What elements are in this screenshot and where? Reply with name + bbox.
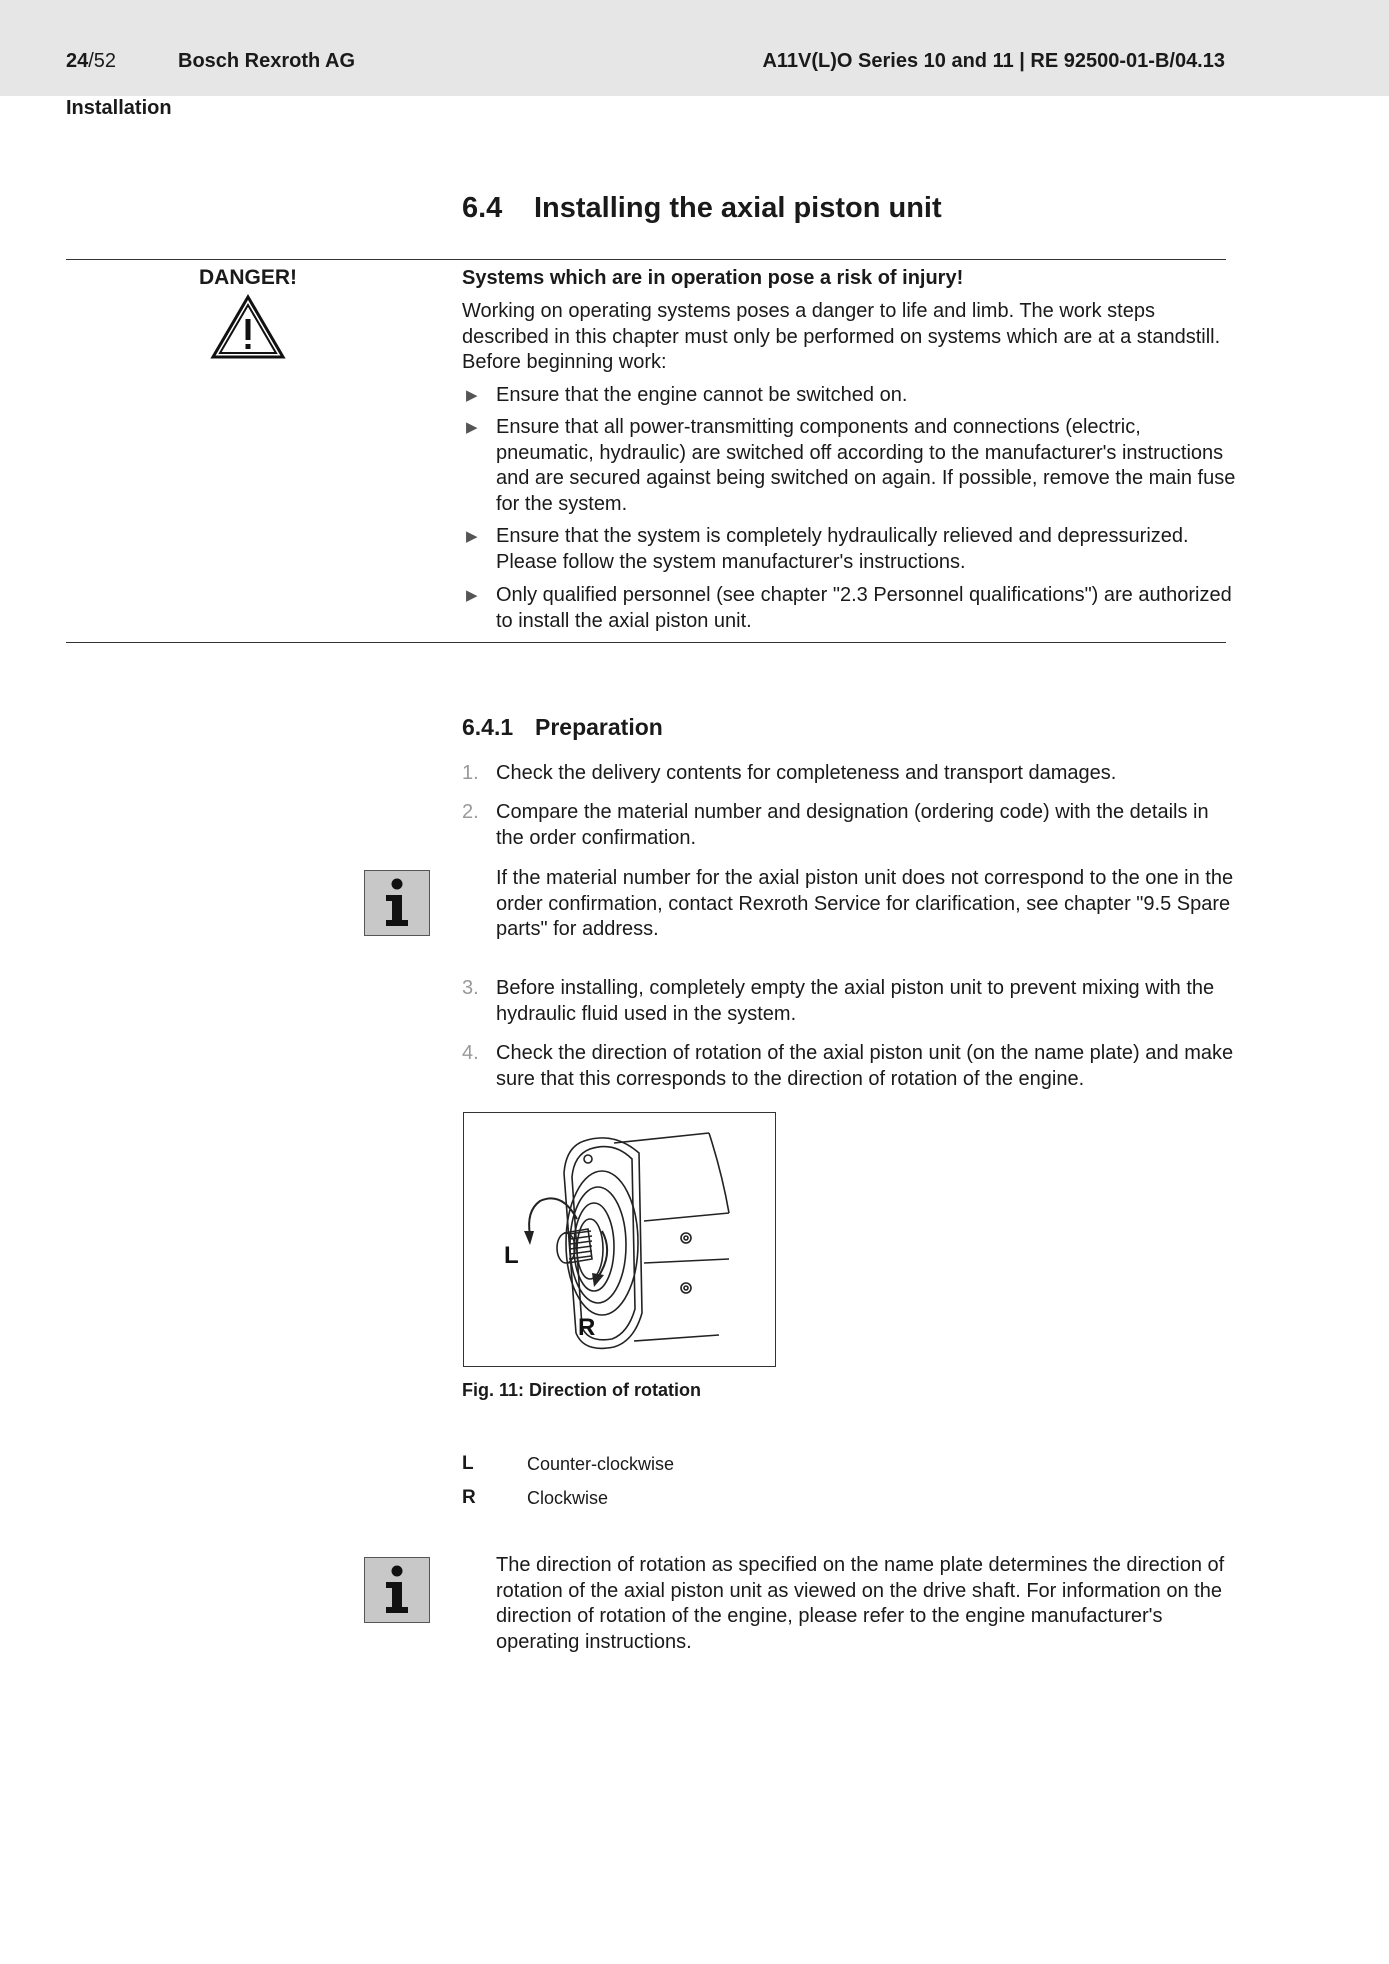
section-number: 6.4 <box>462 192 503 224</box>
step-number: 2. <box>462 801 479 823</box>
legend-key: R <box>462 1487 476 1508</box>
danger-headline: Systems which are in operation pose a risk of injury! <box>462 267 964 289</box>
legend-value: Counter-clockwise <box>527 1454 675 1474</box>
step-text: Check the delivery contents for completeness and transport damages. <box>496 762 1117 784</box>
section-heading <box>462 192 942 225</box>
legend-value: Clockwise <box>527 1488 609 1508</box>
danger-bullet-text: Only qualified personnel (see chapter "2.3 Personnel qualifications") are authorized to install the axial piston unit. <box>496 584 1232 632</box>
section-label: Installation <box>66 97 172 119</box>
info-icon <box>364 1557 430 1623</box>
subsection-heading <box>462 714 663 741</box>
rotation-figure <box>463 1112 776 1367</box>
danger-bullet-text: Ensure that the system is completely hydraulically relieved and depressurized. Please follow the system manufacturer's instructions. <box>496 525 1189 573</box>
danger-label: DANGER! <box>199 266 297 289</box>
danger-intro: Working on operating systems poses a danger to life and limb. The work steps described in this chapter must only be performed on systems which are at a standstill. Before beginning work: <box>462 300 1221 373</box>
figure-caption: Fig. 11: Direction of rotation <box>462 1380 702 1400</box>
danger-bullet-text: Ensure that the engine cannot be switched on. <box>496 384 908 406</box>
company-name: Bosch Rexroth AG <box>178 50 356 72</box>
page-current: 24 <box>66 50 89 72</box>
step-number: 4. <box>462 1042 479 1064</box>
step-text: Compare the material number and designation (ordering code) with the details in the order confirmation. <box>496 801 1209 849</box>
step-number: 3. <box>462 977 479 999</box>
page-total: /52 <box>88 50 117 72</box>
danger-bullet-text: Ensure that all power-transmitting components and connections (electric, pneumatic, hydraulic) are switched off according to the manufacturer's instructions and are secured against being switched on again. If possible, remove the main fuse for the system. <box>496 416 1236 515</box>
step-text: Before installing, completely empty the axial piston unit to prevent mixing with the hydraulic fluid used in the system. <box>496 977 1215 1025</box>
info-note: If the material number for the axial piston unit does not correspond to the one in the order confirmation, contact Rexroth Service for clarification, see chapter "9.5 Spare parts" for address. <box>496 867 1234 940</box>
step-number: 1. <box>462 762 479 784</box>
danger-top-rule <box>66 259 1226 260</box>
page-number <box>66 50 116 73</box>
warning-triangle-icon <box>210 294 286 365</box>
page-header-bar <box>0 0 1389 96</box>
figure-label-r: R <box>578 1314 596 1341</box>
info-icon <box>364 870 430 936</box>
subsection-number: 6.4.1 <box>462 714 514 740</box>
figure-label-l: L <box>504 1242 519 1269</box>
pump-drawing <box>464 1113 774 1365</box>
document-reference: A11V(L)O Series 10 and 11 | RE 92500-01-B/04.13 <box>762 50 1225 72</box>
triangle-bullet-icon: ▶ <box>466 419 478 436</box>
danger-bottom-rule <box>66 642 1226 643</box>
triangle-bullet-icon: ▶ <box>466 387 478 404</box>
legend-key: L <box>462 1453 474 1474</box>
triangle-bullet-icon: ▶ <box>466 587 478 604</box>
section-title: Installing the axial piston unit <box>534 192 942 224</box>
subsection-title: Preparation <box>535 714 663 740</box>
step-text: Check the direction of rotation of the axial piston unit (on the name plate) and make sure that this corresponds to the direction of rotation of the engine. <box>496 1042 1234 1090</box>
info-note: The direction of rotation as specified on the name plate determines the direction of rotation of the axial piston unit as viewed on the drive shaft. For information on the direction of rotation of the engine, please refer to the engine manufacturer's operating instructions. <box>496 1554 1225 1653</box>
triangle-bullet-icon: ▶ <box>466 528 478 545</box>
